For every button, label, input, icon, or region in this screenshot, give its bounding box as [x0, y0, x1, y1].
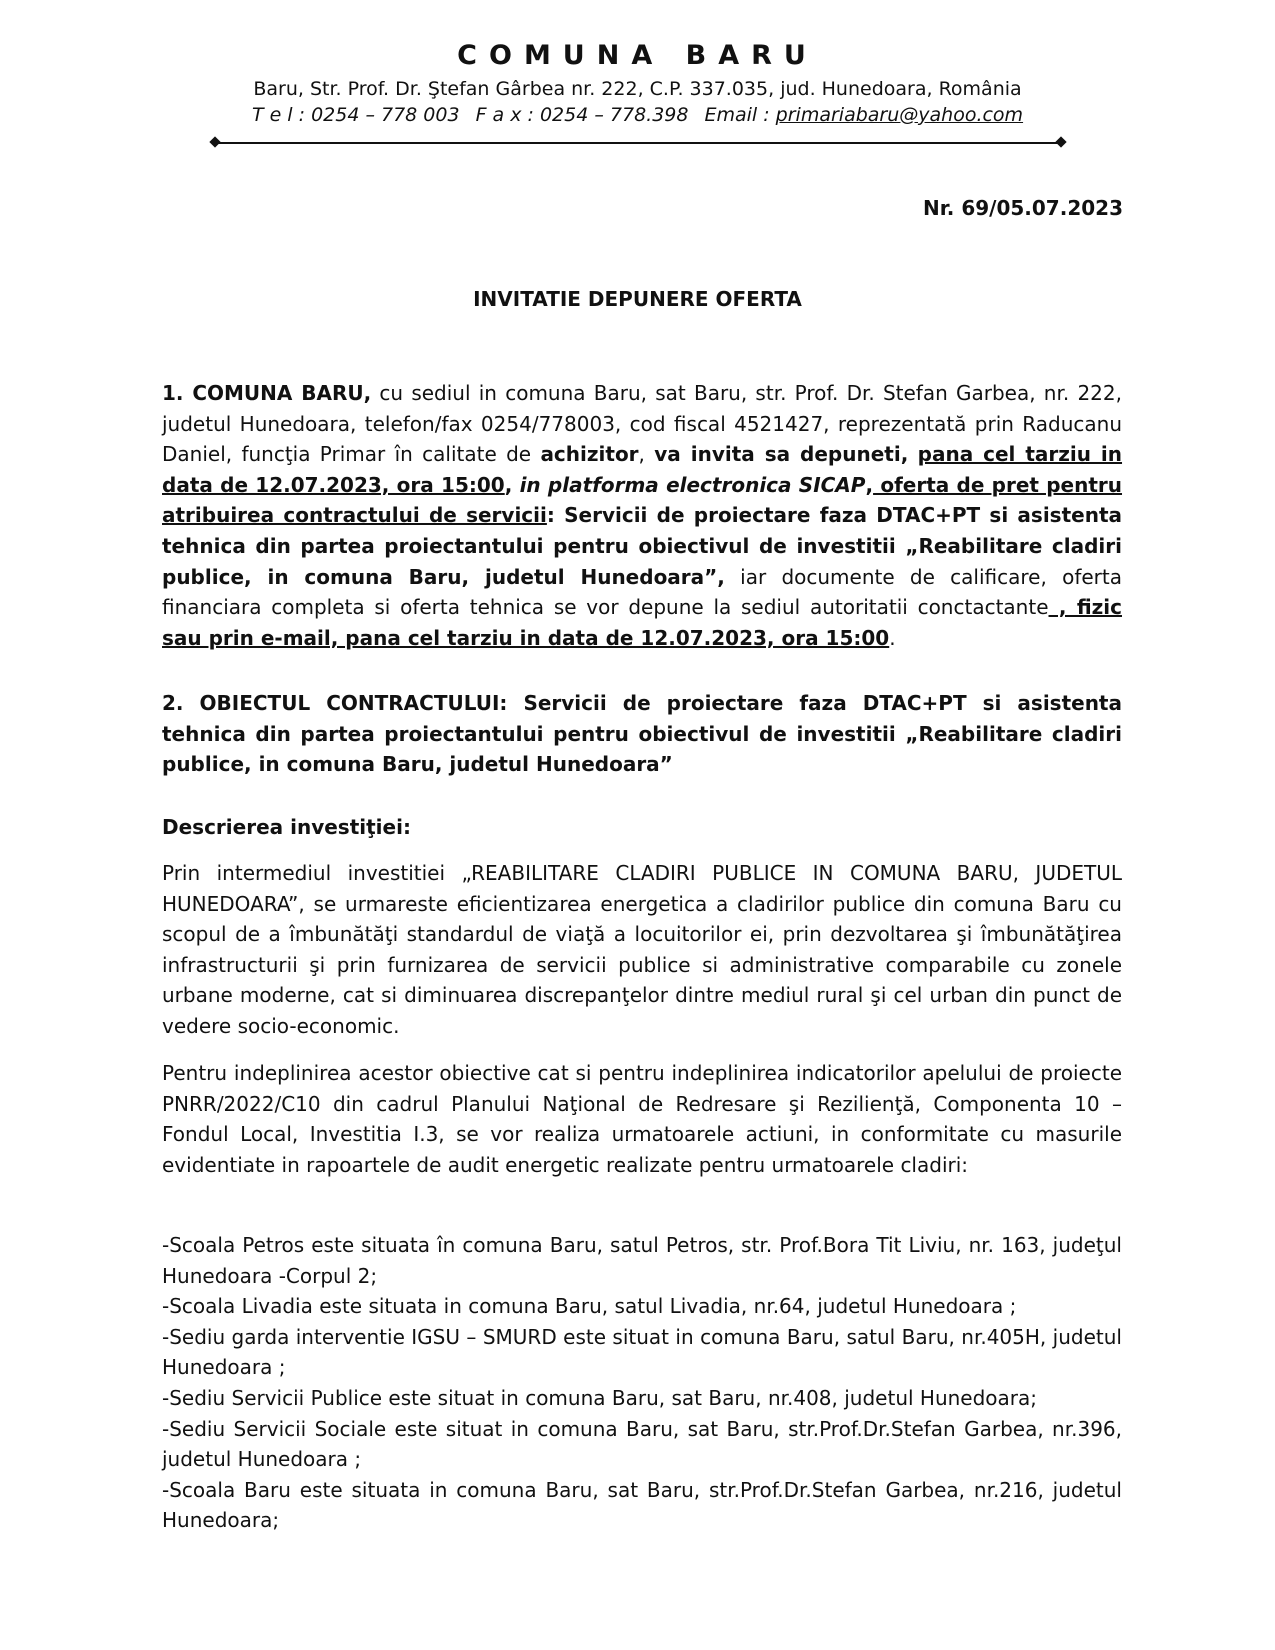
s1-platform: in platforma electronica SICAP: [519, 472, 866, 497]
document-number: Nr. 69/05.07.2023: [923, 196, 1123, 220]
description-paragraph-1: Prin intermediul investitiei „REABILITARE CLADIRI PUBLICE IN COMUNA BARU, JUDETUL HUNEDOARA”, se urmareste eficientizarea energetica a cladirilor publice din comuna Baru cu scopul de a îmbunătăţi standardul de viaţă a locuitorilor ei, prin dezvoltarea şi îmbunătăţirea infrastructurii şi prin furnizarea de servicii publice si administrative comparabile cu zonele urbane moderne, cat si diminuarea discrepanţelor dintre mediul rural şi cel urban din punct de vedere socio-economic.: [162, 861, 1122, 1038]
s1-invite: va invita sa depuneti,: [654, 442, 909, 467]
list-item: -Sediu Servicii Sociale este situat in comuna Baru, sat Baru, str.Prof.Dr.Stefan Garbea, nr.396, judetul Hunedoara ;: [162, 1416, 1122, 1472]
s1-services: : Servicii de proiectare faza DTAC+PT si asistenta tehnica din partea proiectantului pentru obiectivul de investitii „Reabilitare cladiri publice, in comuna Baru, judetul Hunedoara”,: [162, 503, 1123, 589]
s1-deadline: pana cel tarziu in data de 12.07.2023, ora 15:00: [162, 442, 1123, 497]
org-email-link[interactable]: primariabaru@yahoo.com: [775, 104, 1024, 126]
s1-text-4: ,: [504, 472, 520, 497]
s1-text-2: ,: [638, 442, 655, 467]
s1-text-7: iar documente de calificare, oferta financiara completa si oferta tehnica se vor depune la sediul autoritatii conctactante: [162, 564, 1122, 620]
list-item: -Sediu Servicii Publice este situat in comuna Baru, sat Baru, nr.408, judetul Hunedoara;: [162, 1385, 1038, 1410]
list-item: -Sediu garda interventie IGSU – SMURD este situat in comuna Baru, satul Baru, nr.405H, judetul Hunedoara ;: [162, 1324, 1122, 1380]
list-item: -Scoala Livadia este situata in comuna Baru, satul Livadia, nr.64, judetul Hunedoara ;: [162, 1294, 1017, 1319]
s1-text-9: .: [889, 625, 896, 650]
org-tel: T e l : 0254 – 778 003: [251, 104, 460, 126]
s1-offer: oferta de pret pentru atribuirea contractului de servicii: [162, 472, 1123, 528]
description-paragraph-2: Pentru indeplinirea acestor obiective cat si pentru indeplinirea indicatorilor apelului de proiecte PNRR/2022/C10 din cadrul Planului Naţional de Redresare şi Rezilienţă, Componenta 10 – Fondul Local, Investitia I.3, se vor realiza urmatoarele actiuni, in conformitate cu masurile evidentiate in rapoartele de audit energetic realizate pentru urmatoarele cladiri:: [162, 1061, 1122, 1177]
list-item: -Scoala Petros este situata în comuna Baru, satul Petros, str. Prof.Bora Tit Liviu, nr. 163, judeţul Hunedoara -Corpul 2;: [162, 1233, 1122, 1288]
org-address: Baru, Str. Prof. Dr. Ştefan Gârbea nr. 222, C.P. 337.035, jud. Hunedoara, România: [253, 78, 1022, 100]
org-fax: F a x : 0254 – 778.398: [475, 104, 689, 126]
s1-submit-deadline: , fizic sau prin e-mail, pana cel tarziu in data de 12.07.2023, ora 15:00: [162, 595, 1122, 650]
buildings-list: [162, 1230, 1122, 1536]
s1-text-3: [908, 442, 917, 466]
section-2-paragraph: 2. OBIECTUL CONTRACTULUI: Servicii de proiectare faza DTAC+PT si asistenta tehnica din partea proiectantului pentru obiectivul de investitii „Reabilitare cladiri publice, in comuna Baru, judetul Hunedoara”: [162, 691, 1122, 777]
s1-lead: 1. COMUNA BARU,: [162, 381, 372, 405]
section-1-paragraph: [162, 378, 1122, 653]
description-heading: Descrierea investiţiei:: [162, 815, 411, 839]
header-divider: [218, 142, 1058, 144]
org-email-label: Email :: [704, 104, 770, 126]
org-name: COMUNA BARU: [457, 40, 818, 71]
list-item: -Scoala Baru este situata in comuna Baru, sat Baru, str.Prof.Dr.Stefan Garbea, nr.216, judetul Hunedoara;: [162, 1477, 1122, 1533]
document-title: INVITATIE DEPUNERE OFERTA: [473, 287, 802, 311]
s1-text-5: ,: [865, 472, 874, 497]
org-contact: [0, 104, 1275, 126]
rule-right-diamond-icon: [1055, 136, 1066, 147]
s1-achizitor: achizitor: [540, 442, 639, 467]
s1-text-1: cu sediul in comuna Baru, sat Baru, str. Prof. Dr. Stefan Garbea, nr. 222, judetul Hunedoara, telefon/fax 0254/778003, cod fiscal 4521427, reprezentată prin Raducanu Daniel, funcţia Primar în calitate de: [162, 381, 1122, 467]
